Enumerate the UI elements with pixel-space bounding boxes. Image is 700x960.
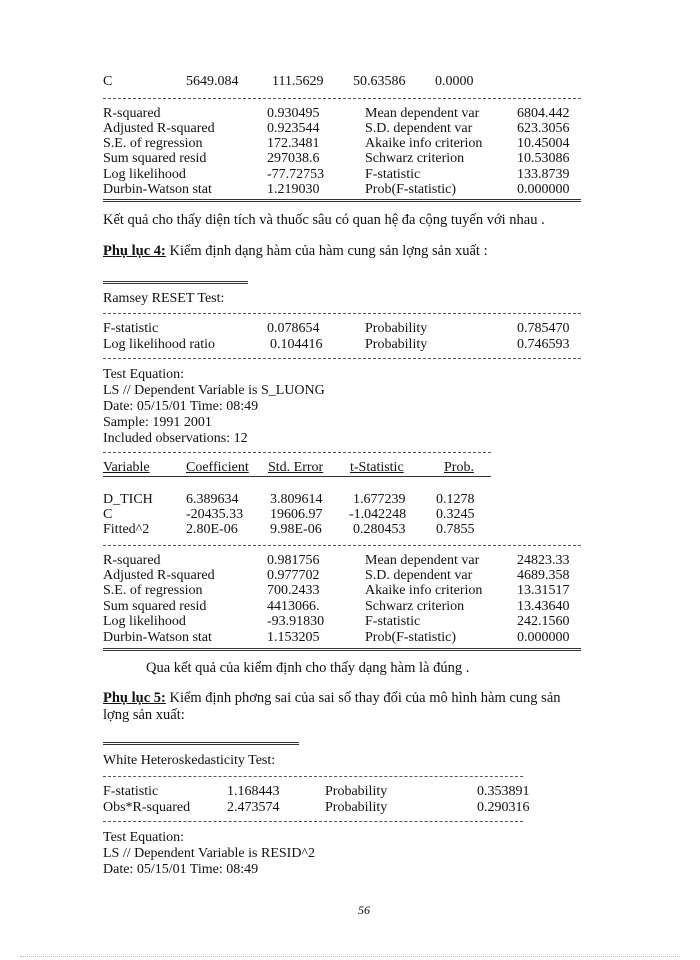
test-equation-line: Date: 05/15/01 Time: 08:49 xyxy=(103,862,259,877)
cell-coefficient: 5649.084 xyxy=(186,74,239,89)
stat-value: -77.72753 xyxy=(267,167,325,182)
cell-t-statistic: 1.677239 xyxy=(353,492,406,507)
result-label: Probability xyxy=(365,321,428,336)
stat-value: 700.2433 xyxy=(267,583,320,598)
divider xyxy=(103,452,491,453)
conclusion-paragraph: Kết quả cho thấy diện tích và thuốc sâu có quan hệ đa cộng tuyến với nhau . xyxy=(103,212,545,228)
cell-t-statistic: -1.042248 xyxy=(349,507,407,522)
cell-coefficient: 2.80E-06 xyxy=(186,522,238,537)
stat-label: R-squared xyxy=(103,106,161,121)
result-label: Log likelihood ratio xyxy=(103,337,215,352)
stat-label: Schwarz criterion xyxy=(365,151,465,166)
appendix-5-heading xyxy=(103,690,623,724)
stat-label: Sum squared resid xyxy=(103,151,207,166)
stat-label: Mean dependent var xyxy=(365,106,480,121)
stat-value: 4413066. xyxy=(267,599,320,614)
stat-value: 1.153205 xyxy=(267,630,320,645)
stat-label: Adjusted R-squared xyxy=(103,121,215,136)
result-label: Probability xyxy=(325,784,388,799)
appendix-5-title-cont: lợng sản xuất: xyxy=(103,707,185,723)
stat-value: 297038.6 xyxy=(267,151,320,166)
stat-value: 13.43640 xyxy=(517,599,570,614)
result-label: Obs*R-squared xyxy=(103,800,191,815)
stat-label: R-squared xyxy=(103,553,161,568)
cell-std-error: 19606.97 xyxy=(270,507,323,522)
result-value: 0.785470 xyxy=(517,321,570,336)
stat-label: Mean dependent var xyxy=(365,553,480,568)
stat-value: 242.1560 xyxy=(517,614,570,629)
appendix-5-label: Phụ lục 5: xyxy=(103,690,166,706)
stat-label: S.D. dependent var xyxy=(365,568,473,583)
test-name: White Heteroskedasticity Test: xyxy=(103,753,276,768)
stat-label: S.E. of regression xyxy=(103,583,203,598)
cell-prob: 0.0000 xyxy=(435,74,474,89)
stat-value: 4689.358 xyxy=(517,568,570,583)
test-equation-line: Included observations: 12 xyxy=(103,431,248,446)
stat-value: 0.930495 xyxy=(267,106,320,121)
test-equation-line: LS // Dependent Variable is S_LUONG xyxy=(103,383,325,398)
result-label: F-statistic xyxy=(103,784,159,799)
stat-value: 1.219030 xyxy=(267,182,320,197)
cell-std-error: 9.98E-06 xyxy=(270,522,322,537)
stat-label: Prob(F-statistic) xyxy=(365,182,456,197)
cell-variable: C xyxy=(103,74,113,89)
result-value: 1.168443 xyxy=(227,784,280,799)
appendix-4-title: Kiểm định dạng hàm của hàm cung sản lợng sản xuất : xyxy=(165,243,488,259)
result-value: 2.473574 xyxy=(227,800,280,815)
result-value: 0.290316 xyxy=(477,800,530,815)
cell-variable: C xyxy=(103,507,113,522)
stat-label: Sum squared resid xyxy=(103,599,207,614)
col-header: t-Statistic xyxy=(350,460,404,475)
test-name: Ramsey RESET Test: xyxy=(103,291,225,306)
stat-label: Adjusted R-squared xyxy=(103,568,215,583)
test-equation-line: LS // Dependent Variable is RESID^2 xyxy=(103,846,316,861)
result-value: 0.746593 xyxy=(517,337,570,352)
equals-bar xyxy=(103,281,248,284)
col-header: Std. Error xyxy=(268,460,324,475)
cell-variable: D_TICH xyxy=(103,492,153,507)
divider xyxy=(103,821,523,822)
page-number: 56 xyxy=(358,903,370,917)
divider xyxy=(103,313,581,314)
header-underline xyxy=(103,476,491,477)
stat-value: 133.8739 xyxy=(517,167,570,182)
result-value: 0.104416 xyxy=(270,337,323,352)
stat-label: F-statistic xyxy=(365,167,421,182)
col-header: Variable xyxy=(103,460,150,475)
double-divider xyxy=(103,199,581,202)
cell-variable: Fitted^2 xyxy=(103,522,150,537)
cell-std-error: 3.809614 xyxy=(270,492,323,507)
divider xyxy=(103,98,581,99)
test-equation-line: Test Equation: xyxy=(103,367,185,382)
double-divider xyxy=(103,648,581,651)
stat-label: Durbin-Watson stat xyxy=(103,630,212,645)
divider xyxy=(103,545,581,546)
stat-value: 24823.33 xyxy=(517,553,570,568)
stat-label: Prob(F-statistic) xyxy=(365,630,456,645)
stat-label: Akaike info criterion xyxy=(365,136,483,151)
stat-label: F-statistic xyxy=(365,614,421,629)
divider xyxy=(103,776,523,777)
stat-value: 13.31517 xyxy=(517,583,570,598)
stat-value: 623.3056 xyxy=(517,121,570,136)
stat-value: 0.981756 xyxy=(267,553,320,568)
appendix-4-conclusion: Qua kết quả của kiểm định cho thấy dạng hàm là đúng . xyxy=(146,660,470,676)
appendix-4-heading xyxy=(103,243,623,260)
appendix-4-label: Phụ lục 4: xyxy=(103,243,166,259)
cell-coefficient: -20435.33 xyxy=(186,507,244,522)
cell-coefficient: 6.389634 xyxy=(186,492,239,507)
stat-label: S.D. dependent var xyxy=(365,121,473,136)
cell-prob: 0.7855 xyxy=(436,522,475,537)
stat-label: Schwarz criterion xyxy=(365,599,465,614)
divider xyxy=(103,358,581,359)
equals-bar xyxy=(103,742,299,745)
stat-label: S.E. of regression xyxy=(103,136,203,151)
stat-label: Akaike info criterion xyxy=(365,583,483,598)
appendix-5-title: Kiểm định phơng sai của sai số thay đổi của mô hình hàm cung sản xyxy=(165,690,561,706)
stat-value: 0.977702 xyxy=(267,568,320,583)
stat-label: Durbin-Watson stat xyxy=(103,182,212,197)
stat-value: 10.45004 xyxy=(517,136,570,151)
col-header: Prob. xyxy=(444,460,474,475)
result-value: 0.353891 xyxy=(477,784,530,799)
result-label: Probability xyxy=(365,337,428,352)
stat-value: 0.000000 xyxy=(517,630,570,645)
result-value: 0.078654 xyxy=(267,321,320,336)
cell-t-statistic: 50.63586 xyxy=(353,74,406,89)
test-equation-line: Test Equation: xyxy=(103,830,185,845)
cell-t-statistic: 0.280453 xyxy=(353,522,406,537)
stat-label: Log likelihood xyxy=(103,614,186,629)
test-equation-line: Date: 05/15/01 Time: 08:49 xyxy=(103,399,259,414)
stat-value: 0.923544 xyxy=(267,121,320,136)
stat-value: 10.53086 xyxy=(517,151,570,166)
page-bottom-border xyxy=(20,956,680,957)
cell-prob: 0.1278 xyxy=(436,492,475,507)
stat-value: 172.3481 xyxy=(267,136,320,151)
cell-std-error: 111.5629 xyxy=(272,74,324,89)
result-label: Probability xyxy=(325,800,388,815)
stat-value: 6804.442 xyxy=(517,106,570,121)
test-equation-line: Sample: 1991 2001 xyxy=(103,415,212,430)
result-label: F-statistic xyxy=(103,321,159,336)
stat-label: Log likelihood xyxy=(103,167,186,182)
stat-value: 0.000000 xyxy=(517,182,570,197)
col-header: Coefficient xyxy=(186,460,249,475)
cell-prob: 0.3245 xyxy=(436,507,475,522)
stat-value: -93.91830 xyxy=(267,614,325,629)
